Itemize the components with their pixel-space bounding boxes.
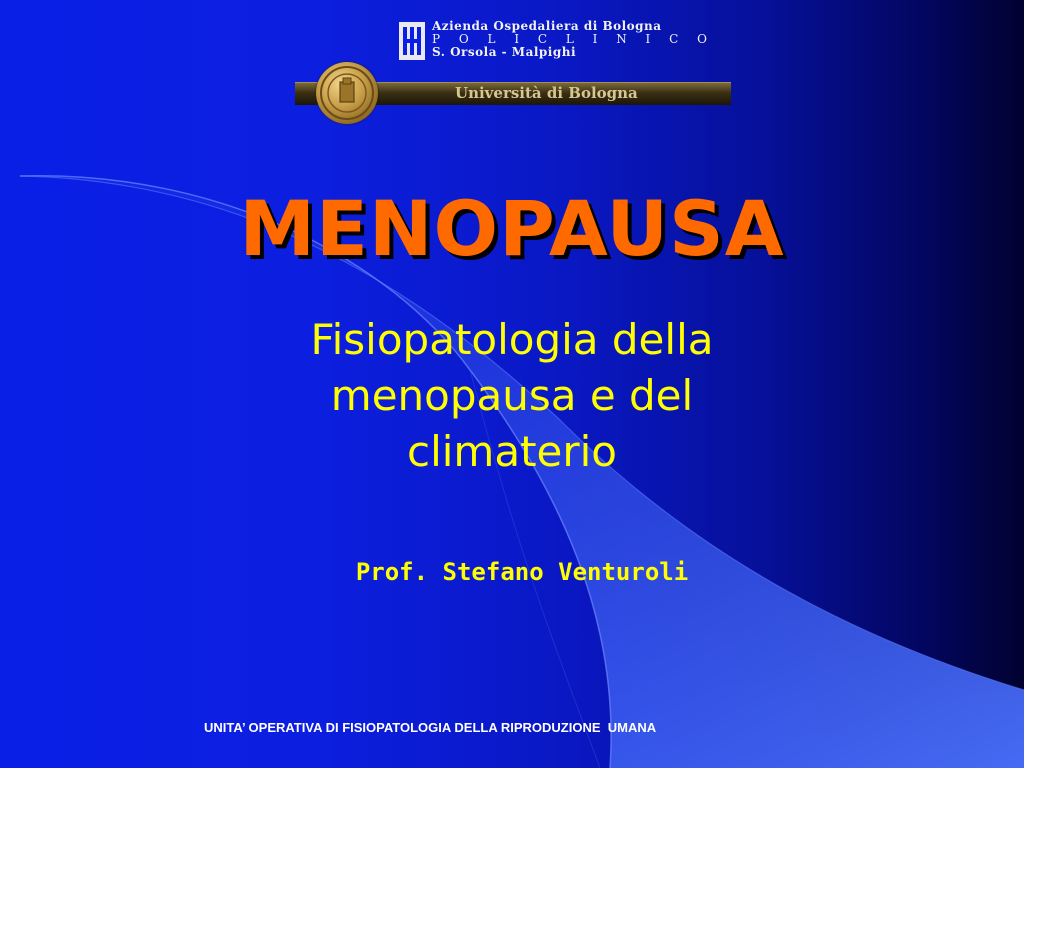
hospital-line-2: P O L I C L I N I C O: [432, 32, 715, 46]
footer-line-3: ISTITUTO DI CLINICA OSTETRICA E GINECOLOGICA “P. SFAMENI”: [204, 828, 624, 843]
institution-logos: [292, 18, 732, 126]
footer-line-1: UNITA’ OPERATIVA DI FISIOPATOLOGIA DELLA RIPRODUZIONE UMANA: [204, 720, 657, 735]
subtitle-line-1: Fisiopatologia della: [310, 315, 714, 364]
university-seal-icon: [316, 62, 378, 124]
university-name: Università di Bologna: [455, 84, 638, 102]
hospital-logo-text: [432, 19, 715, 59]
slide-subtitle: [212, 312, 812, 480]
subtitle-line-2: menopausa e del: [330, 371, 694, 420]
author-name: Prof. Stefano Venturoli: [355, 558, 689, 586]
footer-line-2: AZIENDA OSPEDALIERA S. ORSOLA-MALPIGHI: [204, 774, 502, 789]
slide-title: MENOPAUSA: [239, 184, 785, 273]
hospital-line-3: S. Orsola - Malpighi: [432, 45, 577, 59]
footer-affiliation: [204, 683, 656, 935]
hospital-emblem-icon: [399, 22, 425, 60]
footer-line-4: UNIVERSITA’ DEGLI STUDI DI BOLOGNA: [204, 882, 457, 897]
subtitle-line-3: climaterio: [406, 427, 618, 476]
hospital-line-1: Azienda Ospedaliera di Bologna: [432, 19, 662, 33]
